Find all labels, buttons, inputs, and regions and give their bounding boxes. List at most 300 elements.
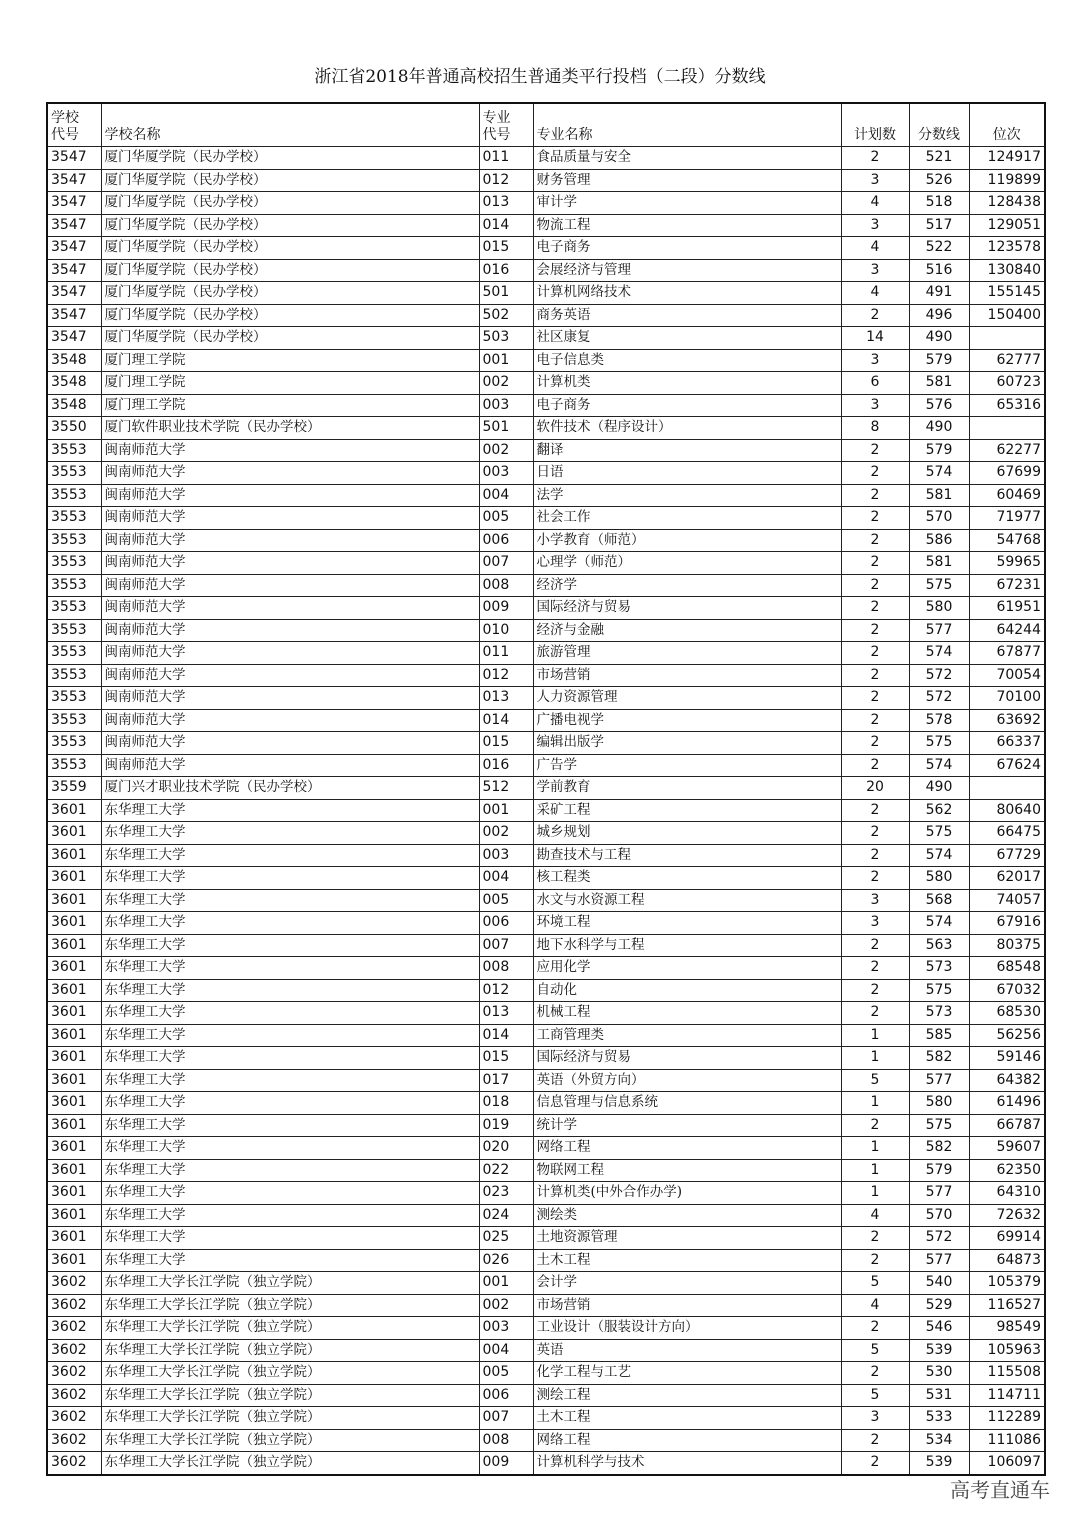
cell-major-code: 020: [479, 1137, 533, 1160]
table-row: [47, 192, 1045, 215]
table-row: [47, 439, 1045, 462]
cell-rank: 80375: [969, 934, 1045, 957]
cell-school-code: 3602: [47, 1362, 101, 1385]
cell-major-code: 023: [479, 1182, 533, 1205]
cell-school-name: 厦门华厦学院（民办学校）: [101, 147, 479, 170]
cell-school-name: 东华理工大学: [101, 957, 479, 980]
cell-major-code: 018: [479, 1092, 533, 1115]
cell-score: 521: [909, 147, 969, 170]
table-row: [47, 259, 1045, 282]
cell-school-code: 3547: [47, 192, 101, 215]
cell-major-code: 009: [479, 1452, 533, 1475]
cell-major-code: 014: [479, 709, 533, 732]
cell-school-name: 闽南师范大学: [101, 529, 479, 552]
cell-rank: 129051: [969, 214, 1045, 237]
cell-rank: 71977: [969, 507, 1045, 530]
cell-school-code: 3553: [47, 529, 101, 552]
cell-major-code: 013: [479, 1002, 533, 1025]
cell-school-code: 3553: [47, 754, 101, 777]
cell-school-code: 3553: [47, 664, 101, 687]
cell-school-name: 闽南师范大学: [101, 484, 479, 507]
cell-school-code: 3553: [47, 709, 101, 732]
cell-score: 491: [909, 282, 969, 305]
cell-rank: 80640: [969, 799, 1045, 822]
cell-score: 572: [909, 1227, 969, 1250]
cell-school-code: 3601: [47, 1137, 101, 1160]
cell-rank: 111086: [969, 1429, 1045, 1452]
cell-plan: 5: [841, 1069, 909, 1092]
cell-major-name: 物流工程: [533, 214, 841, 237]
cell-score: 516: [909, 259, 969, 282]
cell-school-name: 厦门华厦学院（民办学校）: [101, 282, 479, 305]
table-row: [47, 327, 1045, 350]
cell-major-name: 物联网工程: [533, 1159, 841, 1182]
cell-score: 577: [909, 1069, 969, 1092]
cell-school-name: 东华理工大学长江学院（独立学院）: [101, 1429, 479, 1452]
cell-score: 563: [909, 934, 969, 957]
cell-school-name: 东华理工大学: [101, 1047, 479, 1070]
cell-score: 539: [909, 1339, 969, 1362]
cell-score: 580: [909, 1092, 969, 1115]
cell-plan: 14: [841, 327, 909, 350]
table-row: [47, 1204, 1045, 1227]
cell-major-code: 001: [479, 1272, 533, 1295]
cell-score: 582: [909, 1047, 969, 1070]
cell-major-name: 自动化: [533, 979, 841, 1002]
table-row: [47, 282, 1045, 305]
cell-school-code: 3553: [47, 439, 101, 462]
cell-rank: 62777: [969, 349, 1045, 372]
cell-rank: 128438: [969, 192, 1045, 215]
cell-school-code: 3601: [47, 1069, 101, 1092]
cell-score: 490: [909, 777, 969, 800]
cell-score: 572: [909, 664, 969, 687]
cell-plan: 2: [841, 1227, 909, 1250]
cell-major-name: 水文与水资源工程: [533, 889, 841, 912]
cell-plan: 5: [841, 1384, 909, 1407]
cell-major-code: 002: [479, 1294, 533, 1317]
cell-rank: 66475: [969, 822, 1045, 845]
cell-score: 573: [909, 957, 969, 980]
cell-score: 576: [909, 394, 969, 417]
header-score: 分数线: [909, 103, 969, 147]
cell-major-code: 024: [479, 1204, 533, 1227]
cell-school-name: 东华理工大学: [101, 1159, 479, 1182]
cell-major-name: 测绘工程: [533, 1384, 841, 1407]
cell-school-code: 3547: [47, 147, 101, 170]
header-school-code: [47, 103, 101, 147]
cell-school-name: 厦门华厦学院（民办学校）: [101, 259, 479, 282]
table-row: [47, 867, 1045, 890]
cell-major-name: 英语: [533, 1339, 841, 1362]
cell-major-name: 食品质量与安全: [533, 147, 841, 170]
cell-score: 534: [909, 1429, 969, 1452]
cell-rank: 62350: [969, 1159, 1045, 1182]
cell-school-name: 东华理工大学: [101, 1002, 479, 1025]
header-school-name: 学校名称: [101, 103, 479, 147]
cell-rank: [969, 327, 1045, 350]
table-row: [47, 619, 1045, 642]
cell-school-name: 东华理工大学: [101, 912, 479, 935]
cell-plan: 4: [841, 1294, 909, 1317]
cell-major-code: 011: [479, 147, 533, 170]
cell-plan: 5: [841, 1339, 909, 1362]
cell-school-code: 3553: [47, 642, 101, 665]
cell-rank: [969, 777, 1045, 800]
cell-rank: 69914: [969, 1227, 1045, 1250]
cell-school-name: 闽南师范大学: [101, 754, 479, 777]
cell-school-name: 厦门理工学院: [101, 349, 479, 372]
cell-rank: 54768: [969, 529, 1045, 552]
cell-rank: 60469: [969, 484, 1045, 507]
cell-plan: 2: [841, 147, 909, 170]
cell-school-code: 3602: [47, 1272, 101, 1295]
cell-school-code: 3601: [47, 1114, 101, 1137]
table-row: [47, 642, 1045, 665]
cell-school-code: 3601: [47, 1092, 101, 1115]
page-title: 浙江省2018年普通高校招生普通类平行投档（二段）分数线: [314, 67, 766, 87]
cell-plan: 3: [841, 169, 909, 192]
cell-major-name: 社会工作: [533, 507, 841, 530]
cell-major-code: 004: [479, 867, 533, 890]
cell-school-name: 闽南师范大学: [101, 664, 479, 687]
cell-school-name: 东华理工大学长江学院（独立学院）: [101, 1384, 479, 1407]
table-row: [47, 1159, 1045, 1182]
cell-major-name: 城乡规划: [533, 822, 841, 845]
cell-major-name: 土木工程: [533, 1407, 841, 1430]
cell-school-code: 3601: [47, 822, 101, 845]
cell-major-name: 经济与金融: [533, 619, 841, 642]
cell-school-name: 厦门软件职业技术学院（民办学校）: [101, 417, 479, 440]
table-row: [47, 889, 1045, 912]
cell-major-name: 网络工程: [533, 1137, 841, 1160]
cell-school-name: 厦门华厦学院（民办学校）: [101, 214, 479, 237]
cell-plan: 2: [841, 1452, 909, 1475]
cell-major-name: 电子信息类: [533, 349, 841, 372]
table-row: [47, 709, 1045, 732]
cell-major-code: 501: [479, 417, 533, 440]
cell-rank: 63692: [969, 709, 1045, 732]
cell-rank: 62277: [969, 439, 1045, 462]
cell-major-code: 008: [479, 957, 533, 980]
table-row: [47, 462, 1045, 485]
header-plan: 计划数: [841, 103, 909, 147]
cell-school-name: 厦门理工学院: [101, 372, 479, 395]
cell-major-name: 软件技术（程序设计）: [533, 417, 841, 440]
cell-major-name: 土地资源管理: [533, 1227, 841, 1250]
cell-major-code: 016: [479, 754, 533, 777]
cell-major-code: 501: [479, 282, 533, 305]
table-row: [47, 1272, 1045, 1295]
cell-plan: 1: [841, 1137, 909, 1160]
cell-score: 577: [909, 1249, 969, 1272]
cell-major-code: 001: [479, 799, 533, 822]
cell-plan: 2: [841, 844, 909, 867]
cell-score: 585: [909, 1024, 969, 1047]
table-row: [47, 597, 1045, 620]
cell-score: 581: [909, 552, 969, 575]
cell-school-code: 3601: [47, 957, 101, 980]
table-row: [47, 912, 1045, 935]
cell-school-code: 3602: [47, 1429, 101, 1452]
cell-plan: 2: [841, 462, 909, 485]
cell-rank: 70100: [969, 687, 1045, 710]
cell-score: 579: [909, 349, 969, 372]
header-school-code-label: 学校 代号: [51, 110, 79, 143]
cell-school-code: 3553: [47, 484, 101, 507]
cell-school-code: 3601: [47, 844, 101, 867]
cell-rank: 68548: [969, 957, 1045, 980]
cell-major-name: 心理学（师范）: [533, 552, 841, 575]
cell-score: 490: [909, 327, 969, 350]
cell-plan: 2: [841, 934, 909, 957]
cell-score: 582: [909, 1137, 969, 1160]
cell-score: 529: [909, 1294, 969, 1317]
cell-major-name: 土木工程: [533, 1249, 841, 1272]
cell-score: 575: [909, 732, 969, 755]
cell-school-code: 3553: [47, 687, 101, 710]
cell-rank: 56256: [969, 1024, 1045, 1047]
cell-major-code: 011: [479, 642, 533, 665]
cell-plan: 2: [841, 1317, 909, 1340]
table-row: [47, 1182, 1045, 1205]
table-row: [47, 1384, 1045, 1407]
cell-score: 522: [909, 237, 969, 260]
table-row: [47, 664, 1045, 687]
cell-major-name: 会展经济与管理: [533, 259, 841, 282]
cell-score: 574: [909, 912, 969, 935]
cell-major-code: 006: [479, 912, 533, 935]
cell-school-code: 3553: [47, 574, 101, 597]
table-row: [47, 484, 1045, 507]
cell-school-name: 东华理工大学长江学院（独立学院）: [101, 1407, 479, 1430]
cell-school-code: 3550: [47, 417, 101, 440]
cell-rank: 67877: [969, 642, 1045, 665]
cell-school-code: 3602: [47, 1294, 101, 1317]
cell-rank: 67231: [969, 574, 1045, 597]
cell-rank: 60723: [969, 372, 1045, 395]
cell-plan: 1: [841, 1092, 909, 1115]
cell-school-name: 闽南师范大学: [101, 507, 479, 530]
cell-rank: 150400: [969, 304, 1045, 327]
cell-school-code: 3548: [47, 349, 101, 372]
cell-rank: 106097: [969, 1452, 1045, 1475]
cell-major-code: 015: [479, 732, 533, 755]
watermark: 高考直通车: [950, 1478, 1050, 1502]
cell-school-code: 3601: [47, 867, 101, 890]
cell-plan: 2: [841, 867, 909, 890]
cell-plan: 8: [841, 417, 909, 440]
cell-school-name: 闽南师范大学: [101, 642, 479, 665]
cell-major-code: 009: [479, 597, 533, 620]
cell-score: 579: [909, 439, 969, 462]
cell-score: 586: [909, 529, 969, 552]
cell-major-code: 012: [479, 169, 533, 192]
cell-major-name: 计算机网络技术: [533, 282, 841, 305]
table-header-row: [47, 103, 1045, 147]
cell-school-name: 东华理工大学: [101, 979, 479, 1002]
cell-plan: 2: [841, 1362, 909, 1385]
cell-school-code: 3602: [47, 1317, 101, 1340]
cell-rank: 105963: [969, 1339, 1045, 1362]
cell-school-name: 闽南师范大学: [101, 462, 479, 485]
cell-rank: 130840: [969, 259, 1045, 282]
cell-school-code: 3601: [47, 1024, 101, 1047]
cell-school-name: 东华理工大学: [101, 889, 479, 912]
cell-score: 575: [909, 574, 969, 597]
cell-major-name: 信息管理与信息系统: [533, 1092, 841, 1115]
cell-plan: 1: [841, 1159, 909, 1182]
cell-major-code: 025: [479, 1227, 533, 1250]
table-row: [47, 1002, 1045, 1025]
cell-major-name: 环境工程: [533, 912, 841, 935]
cell-score: 574: [909, 754, 969, 777]
cell-rank: 72632: [969, 1204, 1045, 1227]
cell-school-name: 厦门兴才职业技术学院（民办学校）: [101, 777, 479, 800]
cell-school-code: 3601: [47, 889, 101, 912]
cell-rank: 59146: [969, 1047, 1045, 1070]
cell-rank: 67916: [969, 912, 1045, 935]
cell-school-code: 3601: [47, 1159, 101, 1182]
cell-school-code: 3547: [47, 304, 101, 327]
cell-major-code: 007: [479, 1407, 533, 1430]
table-row: [47, 822, 1045, 845]
cell-school-code: 3548: [47, 372, 101, 395]
cell-plan: 2: [841, 574, 909, 597]
cell-major-name: 广播电视学: [533, 709, 841, 732]
cell-school-name: 东华理工大学: [101, 1182, 479, 1205]
table-row: [47, 1339, 1045, 1362]
cell-score: 539: [909, 1452, 969, 1475]
cell-score: 518: [909, 192, 969, 215]
cell-school-name: 东华理工大学: [101, 1204, 479, 1227]
cell-school-code: 3601: [47, 799, 101, 822]
cell-rank: 62017: [969, 867, 1045, 890]
cell-major-name: 电子商务: [533, 394, 841, 417]
cell-major-name: 社区康复: [533, 327, 841, 350]
cell-major-name: 计算机类(中外合作办学): [533, 1182, 841, 1205]
cell-major-code: 007: [479, 552, 533, 575]
table-row: [47, 394, 1045, 417]
cell-major-code: 005: [479, 889, 533, 912]
table-row: [47, 687, 1045, 710]
cell-school-code: 3601: [47, 934, 101, 957]
cell-major-name: 地下水科学与工程: [533, 934, 841, 957]
cell-major-name: 国际经济与贸易: [533, 1047, 841, 1070]
header-major-code-label: 专业 代号: [482, 110, 511, 143]
cell-plan: 2: [841, 304, 909, 327]
cell-major-code: 007: [479, 934, 533, 957]
cell-school-name: 东华理工大学: [101, 1069, 479, 1092]
cell-plan: 3: [841, 1407, 909, 1430]
cell-score: 517: [909, 214, 969, 237]
cell-plan: 2: [841, 732, 909, 755]
cell-plan: 5: [841, 1272, 909, 1295]
cell-school-name: 闽南师范大学: [101, 687, 479, 710]
cell-school-code: 3602: [47, 1407, 101, 1430]
cell-school-code: 3547: [47, 259, 101, 282]
cell-school-code: 3553: [47, 462, 101, 485]
cell-plan: 1: [841, 1024, 909, 1047]
cell-score: 490: [909, 417, 969, 440]
table-body: [47, 147, 1045, 1475]
cell-rank: 64382: [969, 1069, 1045, 1092]
table-row: [47, 799, 1045, 822]
cell-major-name: 人力资源管理: [533, 687, 841, 710]
cell-school-code: 3548: [47, 394, 101, 417]
table-row: [47, 349, 1045, 372]
table-row: [47, 979, 1045, 1002]
cell-school-code: 3602: [47, 1384, 101, 1407]
cell-school-code: 3559: [47, 777, 101, 800]
cell-major-name: 应用化学: [533, 957, 841, 980]
table-row: [47, 574, 1045, 597]
cell-rank: 114711: [969, 1384, 1045, 1407]
cell-major-code: 008: [479, 574, 533, 597]
cell-major-code: 014: [479, 1024, 533, 1047]
cell-major-code: 002: [479, 372, 533, 395]
cell-major-code: 019: [479, 1114, 533, 1137]
cell-major-name: 化学工程与工艺: [533, 1362, 841, 1385]
header-major-name: 专业名称: [533, 103, 841, 147]
cell-score: 562: [909, 799, 969, 822]
cell-rank: 155145: [969, 282, 1045, 305]
table-row: [47, 1069, 1045, 1092]
cell-score: 575: [909, 979, 969, 1002]
cell-plan: 2: [841, 799, 909, 822]
cell-rank: 112289: [969, 1407, 1045, 1430]
cell-plan: 2: [841, 529, 909, 552]
cell-major-code: 003: [479, 462, 533, 485]
table-row: [47, 372, 1045, 395]
cell-score: 572: [909, 687, 969, 710]
cell-major-name: 广告学: [533, 754, 841, 777]
cell-score: 526: [909, 169, 969, 192]
cell-rank: 74057: [969, 889, 1045, 912]
cell-plan: 2: [841, 687, 909, 710]
cell-major-code: 001: [479, 349, 533, 372]
cell-major-name: 市场营销: [533, 1294, 841, 1317]
cell-score: 577: [909, 619, 969, 642]
cell-plan: 3: [841, 912, 909, 935]
cell-major-name: 翻译: [533, 439, 841, 462]
table-row: [47, 754, 1045, 777]
cell-school-name: 厦门华厦学院（民办学校）: [101, 237, 479, 260]
cell-school-code: 3553: [47, 507, 101, 530]
cell-rank: 115508: [969, 1362, 1045, 1385]
cell-score: 580: [909, 597, 969, 620]
cell-school-name: 东华理工大学长江学院（独立学院）: [101, 1294, 479, 1317]
admission-score-table: [46, 102, 1046, 1476]
table-row: [47, 552, 1045, 575]
cell-major-code: 022: [479, 1159, 533, 1182]
cell-major-code: 005: [479, 1362, 533, 1385]
table-row: [47, 934, 1045, 957]
cell-rank: 124917: [969, 147, 1045, 170]
cell-plan: 2: [841, 709, 909, 732]
cell-plan: 2: [841, 507, 909, 530]
header-rank: 位次: [969, 103, 1045, 147]
cell-major-code: 013: [479, 687, 533, 710]
cell-major-code: 003: [479, 394, 533, 417]
cell-major-name: 统计学: [533, 1114, 841, 1137]
cell-school-code: 3553: [47, 597, 101, 620]
cell-plan: 3: [841, 214, 909, 237]
cell-rank: 64244: [969, 619, 1045, 642]
cell-school-code: 3601: [47, 1002, 101, 1025]
cell-school-name: 东华理工大学长江学院（独立学院）: [101, 1317, 479, 1340]
cell-major-code: 026: [479, 1249, 533, 1272]
